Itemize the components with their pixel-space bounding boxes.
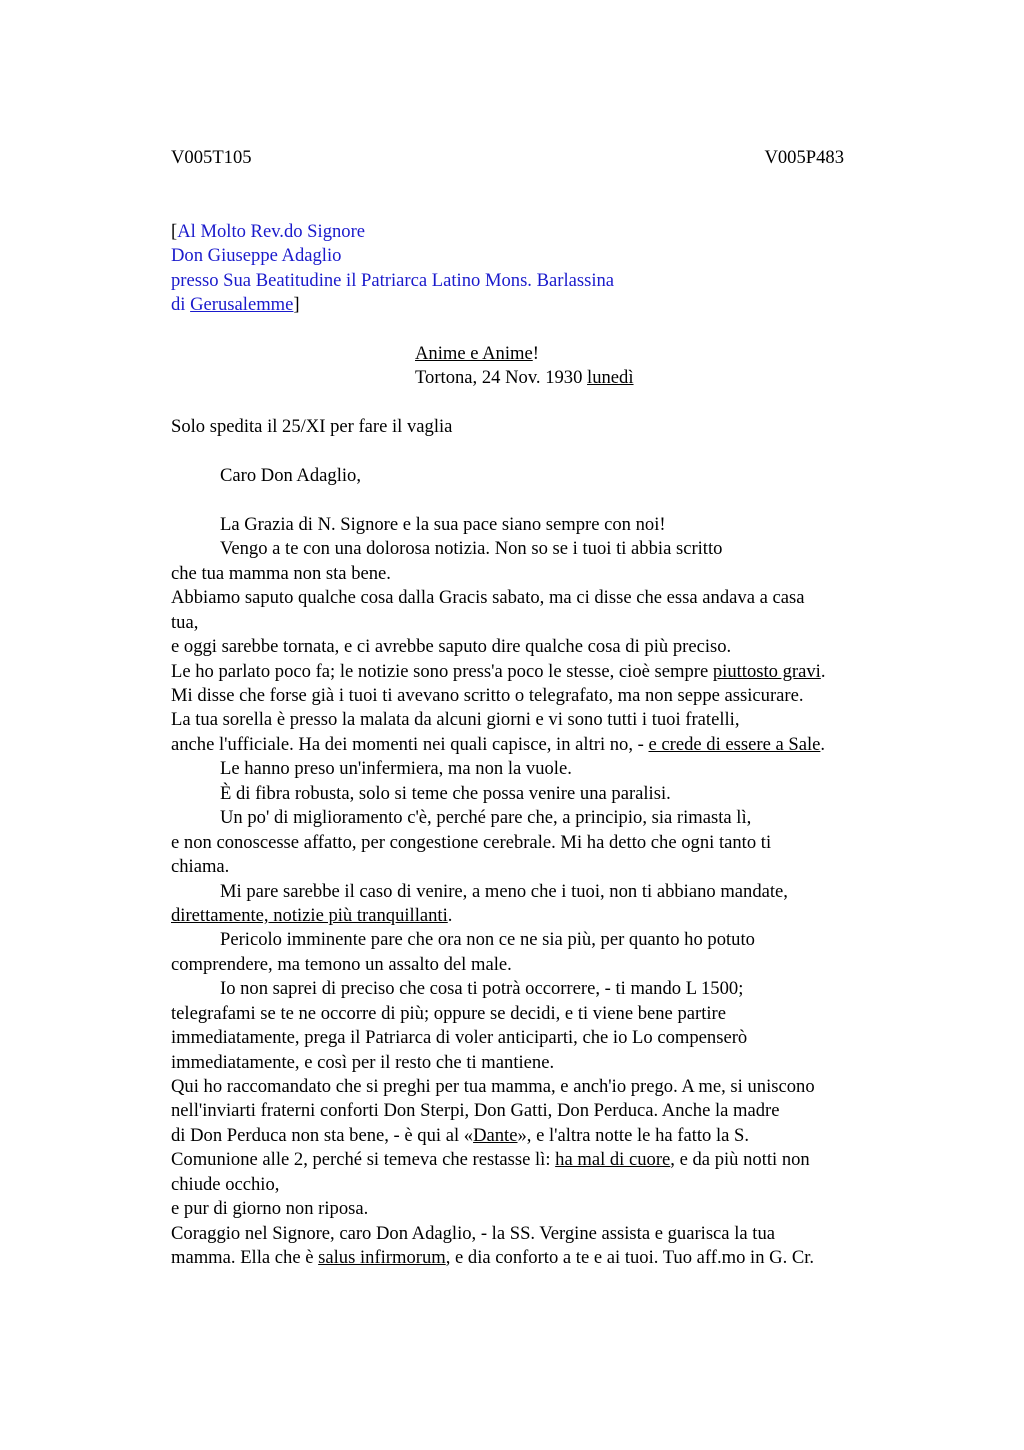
body-line: Mi disse che forse già i tuoi ti avevano scritto o telegrafato, ma non seppe assicurare. [171,685,804,706]
body-line: e pur di giorno non riposa. [171,1198,369,1219]
text-segment: , e dia conforto a te e ai tuoi. Tuo aff.mo in G. Cr. [445,1247,815,1268]
body-line: Un po' di miglioramento c'è, perché pare che, a principio, sia rimasta lì, [220,807,752,828]
body-line [171,733,825,757]
body-line: tua, [171,612,199,633]
body-line: Io non saprei di preciso che cosa ti potrà occorrere, - ti mando L 1500; [220,978,744,999]
text-segment: Le ho parlato poco fa; le notizie sono press'a poco le stesse, cioè sempre [171,661,713,682]
text-segment: . [820,661,826,682]
address-line-4 [171,293,300,317]
underlined-phrase: Dante [473,1125,518,1146]
address-prefix: di [171,294,191,315]
body-line: Qui ho raccomandato che si preghi per tua mamma, e anch'io prego. A me, si uniscono [171,1076,815,1097]
underlined-phrase: e crede di essere a Sale [648,734,821,755]
underlined-phrase: salus infirmorum [318,1247,446,1268]
shipping-note: Solo spedita il 25/XI per fare il vaglia [171,416,453,437]
text-segment: anche l'ufficiale. Ha dei momenti nei quali capisce, in altri no, - [171,734,649,755]
body-line: chiama. [171,856,230,877]
text-segment: . [820,734,826,755]
body-line: che tua mamma non sta bene. [171,563,391,584]
weekday: lunedì [587,367,634,388]
place-date-line [415,366,634,390]
body-line: La tua sorella è presso la malata da alcuni giorni e vi sono tutti i tuoi fratelli, [171,709,740,730]
document-code-right: V005P483 [764,147,844,168]
body-line: telegrafami se te ne occorre di più; oppure se decidi, e ti viene bene partire [171,1003,726,1024]
place-date: Tortona, 24 Nov. 1930 [415,367,588,388]
gerusalemme-link[interactable]: Gerusalemme [190,294,294,315]
document-code-left: V005T105 [171,147,252,168]
body-line: nell'inviarti fraterni conforti Don Sterpi, Don Gatti, Don Perduca. Anche la madre [171,1100,780,1121]
body-line: Mi pare sarebbe il caso di venire, a meno che i tuoi, non ti abbiano mandate, [220,881,788,902]
body-line: È di fibra robusta, solo si teme che possa venire una paralisi. [220,783,671,804]
address-line-3: presso Sua Beatitudine il Patriarca Latino Mons. Barlassina [171,270,615,291]
body-line: Vengo a te con una dolorosa notizia. Non so se i tuoi ti abbia scritto [220,538,723,559]
text-segment: , e da più notti non [670,1149,810,1170]
motto: Anime e Anime [415,343,533,364]
body-line: Pericolo imminente pare che ora non ce ne sia più, per quanto ho potuto [220,929,755,950]
salutation: Caro Don Adaglio, [220,465,361,486]
motto-line [415,342,539,366]
body-line [171,1246,814,1270]
underlined-phrase: direttamente, notizie più tranquillanti [171,905,448,926]
text-segment: », e l'altra notte le ha fatto la S. [517,1125,750,1146]
body-line [171,904,452,928]
body-line: immediatamente, prega il Patriarca di voler anticiparti, che io Lo compenserò [171,1027,748,1048]
body-line: Coraggio nel Signore, caro Don Adaglio, - la SS. Vergine assista e guarisca la tua [171,1223,775,1244]
address-recipient-title: Al Molto Rev.do Signore [177,221,366,242]
body-line: e non conoscesse affatto, per congestione cerebrale. Mi ha detto che ogni tanto ti [171,832,772,853]
body-line: chiude occhio, [171,1174,280,1195]
body-line: Le hanno preso un'infermiera, ma non la vuole. [220,758,572,779]
body-line: immediatamente, e così per il resto che ti mantiene. [171,1052,555,1073]
body-line [171,1124,749,1148]
bracket-open: [ [171,221,178,242]
body-line: La Grazia di N. Signore e la sua pace siano sempre con noi! [220,514,666,535]
bracket-close: ] [293,294,300,315]
underlined-phrase: ha mal di cuore [555,1149,671,1170]
body-line [171,660,825,684]
text-segment: Comunione alle 2, perché si temeva che restasse lì: [171,1149,556,1170]
address-recipient-name: Don Giuseppe Adaglio [171,245,342,266]
body-line: e oggi sarebbe tornata, e ci avrebbe saputo dire qualche cosa di più preciso. [171,636,732,657]
text-segment: di Don Perduca non sta bene, - è qui al « [171,1125,474,1146]
text-segment: . [447,905,453,926]
body-line: comprendere, ma temono un assalto del male. [171,954,512,975]
text-segment: mamma. Ella che è [171,1247,319,1268]
body-line: Abbiamo saputo qualche cosa dalla Gracis sabato, ma ci disse che essa andava a casa [171,587,805,608]
underlined-phrase: piuttosto gravi [712,661,821,682]
motto-punct: ! [532,343,539,364]
address-line-1 [171,220,365,244]
body-line [171,1148,810,1172]
